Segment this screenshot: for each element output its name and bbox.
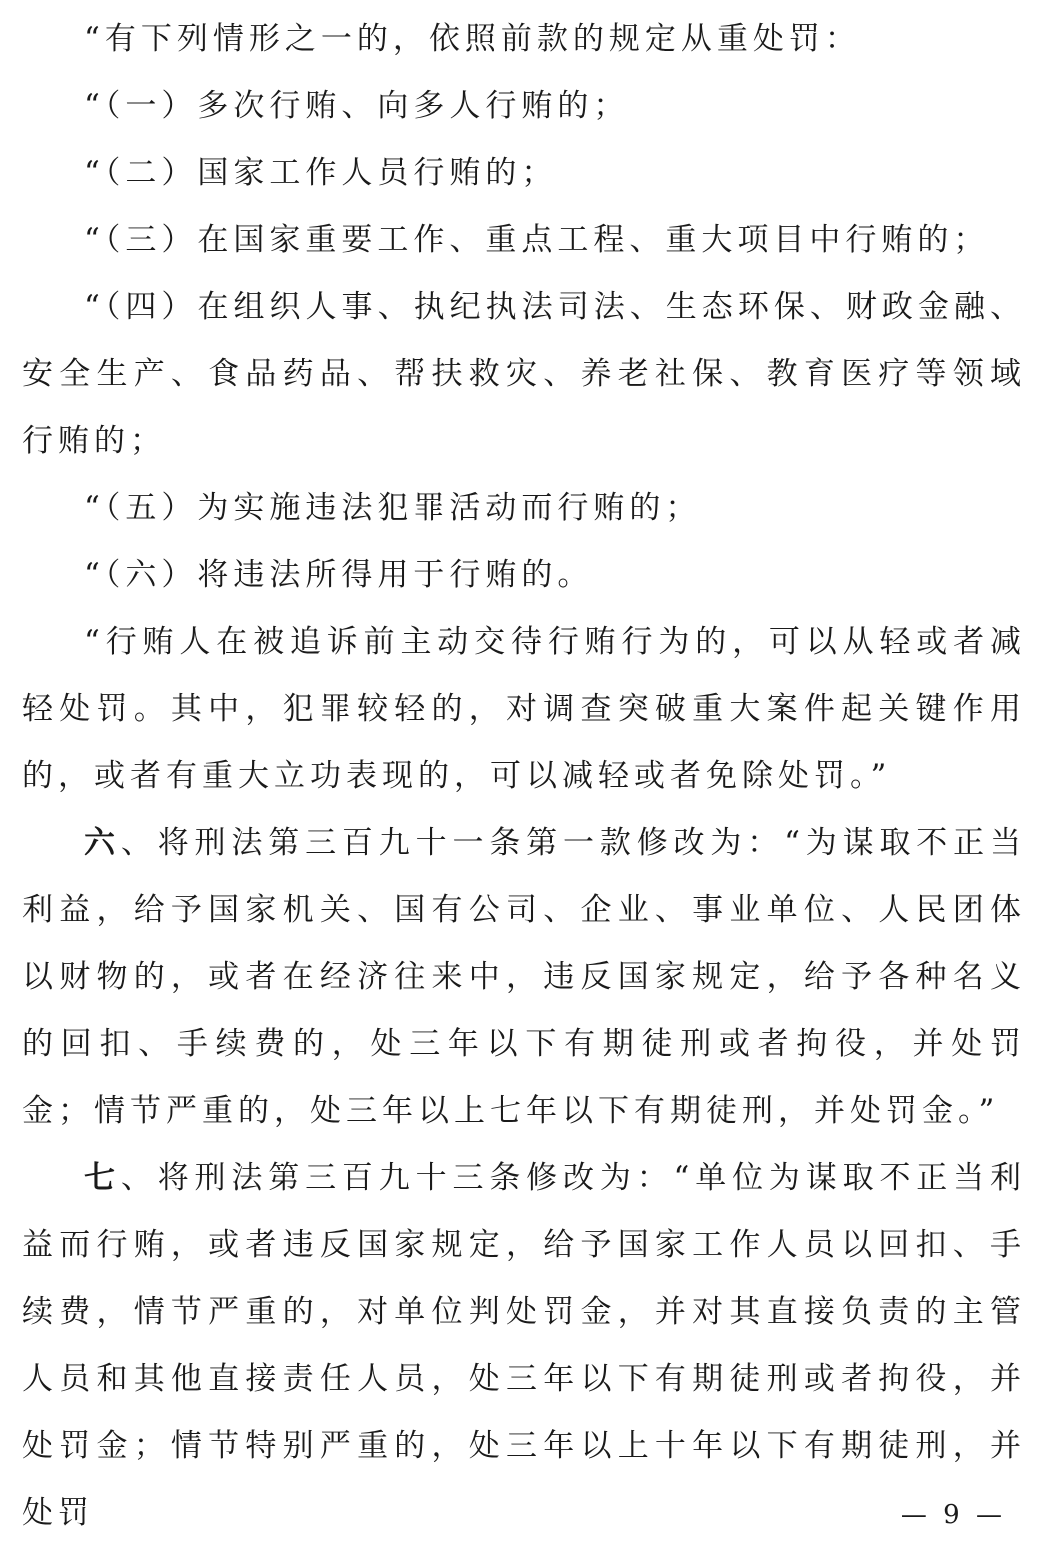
paragraph [22,475,1026,542]
paragraph-text: “（六）将违法所得用于行贿的。 [84,557,594,593]
paragraph-text: “行贿人在被追诉前主动交待行贿行为的，可以从轻或者减轻处罚。其中，犯罪较轻的，对调查突破重大案件起关键作用的，或者有重大立功表现的，可以减轻或者免除处罚。” [22,624,1026,794]
paragraph-text: “（五）为实施违法犯罪活动而行贿的； [84,490,702,526]
paragraph [22,6,1026,73]
paragraph-text: “（三）在国家重要工作、重点工程、重大项目中行贿的； [84,222,990,258]
paragraph-text: “（四）在组织人事、执纪执法司法、生态环保、财政金融、安全生产、食品药品、帮扶救灾、养老社保、教育医疗等领域行贿的； [22,289,1026,459]
paragraph [22,73,1026,140]
page-number: — 9 — [900,1500,1006,1530]
paragraph-text: 、将刑法第三百九十一条第一款修改为：“为谋取不正当利益，给予国家机关、国有公司、企业、事业单位、人民团体以财物的，或者在经济往来中，违反国家规定，给予各种名义的回扣、手续费的，处三年以下有期徒刑或者拘役，并处罚金；情节严重的，处三年以上七年以下有期徒刑，并处罚金。” [22,825,1026,1129]
paragraph [22,542,1026,609]
paragraph-text: “（二）国家工作人员行贿的； [84,155,558,191]
paragraph-lead: 六 [84,825,121,861]
paragraph [22,609,1026,810]
paragraph [22,274,1026,475]
paragraph [22,207,1026,274]
paragraph-text: 、将刑法第三百九十三条修改为：“单位为谋取不正当利益而行贿，或者违反国家规定，给予国家工作人员以回扣、手续费，情节严重的，对单位判处罚金，并对其直接负责的主管人员和其他直接责任人员，处三年以下有期徒刑或者拘役，并处罚金；情节特别严重的，处三年以上十年以下有期徒刑，并处罚 [22,1160,1026,1531]
paragraph-text: “（一）多次行贿、向多人行贿的； [84,88,630,124]
body-text [22,6,1026,1547]
paragraph-lead: 七 [84,1160,121,1196]
paragraph-text: “有下列情形之一的，依照前款的规定从重处罚： [84,21,861,57]
paragraph-article-six [22,810,1026,1145]
paragraph-article-seven [22,1145,1026,1547]
paragraph [22,140,1026,207]
